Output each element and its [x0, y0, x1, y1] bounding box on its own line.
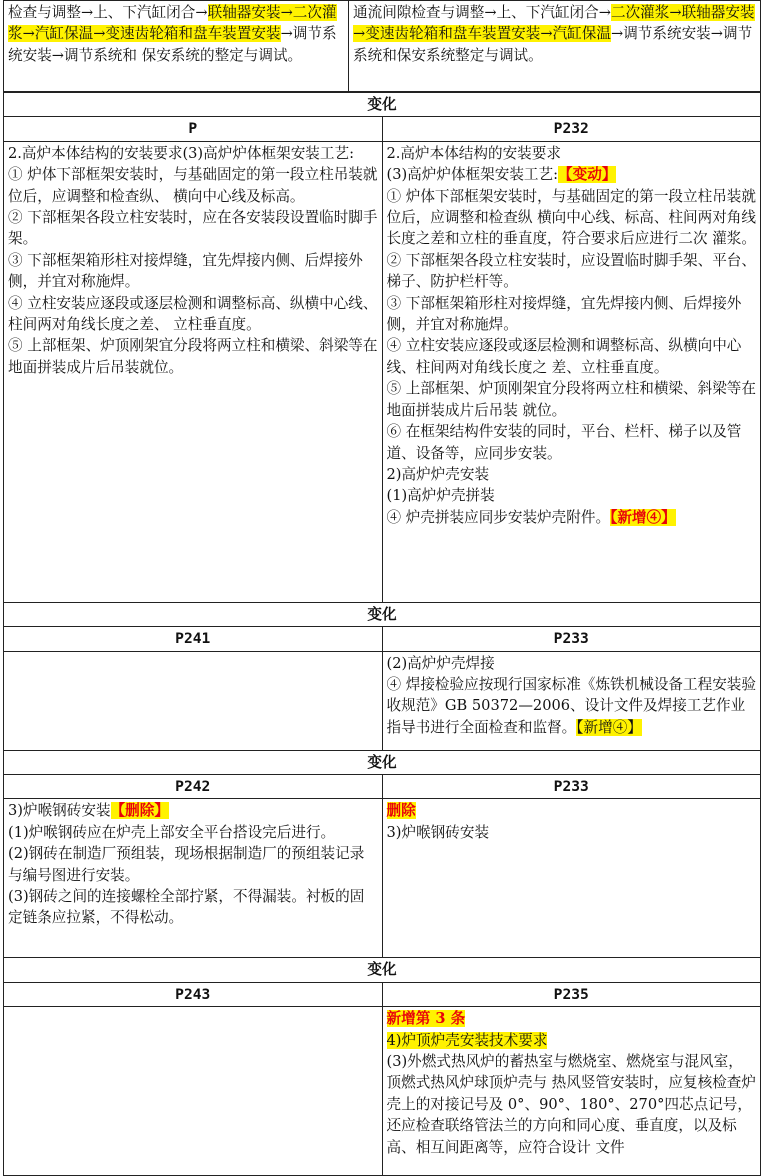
text-segment: ⑤ 上部框架、炉顶刚架宜分段将两立柱和横梁、斜梁等在地面拼装成片后吊装就位。: [8, 337, 378, 376]
content-line: [387, 822, 757, 843]
content-line: [387, 1030, 757, 1051]
text-segment: →调节系统安装→调节系统和保安系统整定与调试。: [353, 25, 753, 64]
change-band: 变化: [4, 602, 761, 626]
text-segment: 3)炉喉钢砖安装: [386, 823, 490, 841]
highlighted-text: 二次灌浆→联轴器安装→变速齿轮箱和盘车装置安装→汽缸保温: [353, 4, 755, 43]
text-segment: (3)高炉炉体框架安装工艺:: [386, 166, 559, 184]
content-line: [387, 335, 757, 378]
change-band-row: [4, 93, 761, 117]
change-tag: 【新增④】: [610, 508, 676, 526]
change-band: 变化: [4, 958, 761, 982]
page-number-row: [4, 117, 761, 141]
change-band: 变化: [4, 750, 761, 774]
change-band-row: [4, 602, 761, 626]
text-segment: (3)外燃式热风炉的蓄热室与燃烧室、燃烧室与混风室，顶燃式热风炉球顶炉壳与 热风竖管安装时，应复核检查炉壳上的对接记号及 0°、90°、180°、270°四芯点记号， 还应检查联络管法兰的方向和同心度、垂直度，以及标高、相互间距离等，应符合设计 文件: [386, 1053, 756, 1156]
text-segment: (2)钢砖在制造厂预组装，现场根据制造厂的预组装记录与编号图进行安装。: [8, 845, 365, 884]
old-content-cell: [4, 141, 383, 602]
new-page-number: P232: [382, 117, 761, 141]
text-segment: ⑥ 在框架结构件安装的同时，平台、栏杆、梯子以及管道、设备等，应同步安装。: [386, 423, 742, 462]
text-segment: 2.高炉本体结构的安装要求: [386, 144, 561, 162]
content-line: [387, 464, 757, 485]
content-row: [4, 141, 761, 602]
change-tag: 新增第 3 条: [386, 1010, 466, 1028]
old-page-number: P241: [4, 627, 383, 651]
content-line: [387, 1051, 757, 1158]
content-line: [8, 293, 378, 336]
old-content-cell: [4, 799, 383, 958]
text-segment: ④ 立柱安装应逐段或逐层检测和调整标高、纵横向中心线、柱间两对角线长度之 差、立柱垂直度。: [386, 337, 742, 376]
text-segment: ① 炉体下部框架安装时，与基础固定的第一段立柱吊装就位后，应调整和检查纵 横向中心线、标高、柱间两对角线长度之差和立柱的垂直度，符合要求后应进行二次 灌浆。: [386, 187, 756, 248]
old-page-number: P243: [4, 982, 383, 1006]
content-line: [387, 293, 757, 336]
content-line: [387, 421, 757, 464]
change-tag: 【删除】: [110, 802, 169, 820]
text-segment: ④ 立柱安装应逐段或逐层检测和调整标高、纵横中心线、柱间两对角线长度之差、 立柱垂直度。: [8, 294, 378, 334]
text-segment: ③ 下部框架箱形柱对接焊缝，宜先焊接内侧、后焊接外侧，并宜对称施焊。: [8, 251, 363, 291]
text-segment: ④ 焊接检验应按现行国家标准《炼铁机械设备工程安装验收规范》GB 50372—2006、设计文件及焊接工艺作业指导书进行全面检查和监督。: [386, 676, 756, 736]
text-segment: (3)钢砖之间的连接螺栓全部拧紧，不得漏装。衬板的固定链条应拉紧，不得松动。: [8, 888, 365, 927]
text-segment: ② 下部框架各段立柱安装时，应在各安装段设置临时脚手架。: [8, 209, 378, 248]
content-line: [8, 143, 378, 164]
sections-table: [3, 92, 761, 1176]
text-segment: 3)炉喉钢砖安装: [8, 802, 111, 820]
text-segment: ③ 下部框架箱形柱对接焊缝，宜先焊接内侧、后焊接外侧，并宜对称施焊。: [386, 294, 742, 334]
text-segment: (2)高炉炉壳焊接: [386, 654, 495, 672]
old-page-number: P242: [4, 775, 383, 799]
top-left-text: [8, 4, 337, 64]
content-line: [387, 250, 757, 293]
content-row: [4, 1007, 761, 1176]
new-page-number: P233: [382, 775, 761, 799]
text-segment: ④ 炉壳拼装应同步安装炉壳附件。: [386, 508, 611, 526]
content-line: [387, 485, 757, 506]
new-content-cell: [382, 141, 761, 602]
content-line: [8, 886, 378, 929]
highlighted-text: 4)炉顶炉壳安装技术要求: [386, 1031, 548, 1049]
text-segment: 2.高炉本体结构的安装要求(3)高炉炉体框架安装工艺:: [8, 144, 354, 162]
page-number-row: [4, 775, 761, 799]
highlighted-text: 联轴器安装→二次灌浆→汽缸保温→变速齿轮箱和盘车装置安装: [8, 4, 337, 43]
text-segment: ① 炉体下部框架安装时，与基础固定的第一段立柱吊装就位后，应调整和检查纵、 横向中心线及标高。: [8, 166, 378, 205]
page-number-row: [4, 627, 761, 651]
text-segment: 检查与调整→上、下汽缸闭合→: [8, 4, 208, 21]
change-tag: 【变动】: [558, 166, 617, 184]
old-content-cell: [4, 1007, 383, 1176]
top-right-cell: [349, 1, 761, 92]
old-content-cell: [4, 651, 383, 750]
content-line: [387, 653, 757, 674]
text-segment: (1)高炉炉壳拼装: [386, 487, 495, 505]
content-line: [8, 843, 378, 886]
page-number-row: [4, 982, 761, 1006]
new-page-number: P235: [382, 982, 761, 1006]
text-segment: (1)炉喉钢砖应在炉壳上部安全平台搭设完后进行。: [8, 823, 336, 841]
text-segment: 通流间隙检查与调整→上、下汽缸闭合→: [353, 4, 611, 21]
comparison-table: [3, 0, 761, 92]
change-tag: 删除: [386, 802, 416, 820]
content-row: [4, 799, 761, 958]
new-content-cell: [382, 799, 761, 958]
content-line: [387, 143, 757, 164]
change-band: 变化: [4, 93, 761, 117]
new-page-number: P233: [382, 627, 761, 651]
text-segment: ⑤ 上部框架、炉顶刚架宜分段将两立柱和横梁、斜梁等在地面拼装成片后吊装 就位。: [386, 380, 756, 419]
content-line: [8, 250, 378, 293]
content-line: [387, 800, 757, 821]
change-band-row: [4, 750, 761, 774]
top-right-text: [353, 4, 755, 64]
content-line: [387, 507, 757, 528]
new-content-cell: [382, 651, 761, 750]
content-line: [387, 164, 757, 185]
text-segment: 2)高炉炉壳安装: [386, 465, 490, 483]
top-row: [4, 1, 761, 92]
highlighted-text: 【新增④】: [576, 718, 642, 736]
content-row: [4, 651, 761, 750]
content-line: [387, 378, 757, 421]
content-line: [8, 822, 378, 843]
new-content-cell: [382, 1007, 761, 1176]
content-line: [8, 335, 378, 378]
content-line: [387, 186, 757, 250]
old-page-number: P: [4, 117, 383, 141]
content-line: [8, 800, 378, 821]
text-segment: →调节系统安装→调节系统和 保安系统的整定与调试。: [8, 25, 337, 64]
content-line: [8, 207, 378, 250]
content-line: [8, 164, 378, 207]
content-line: [387, 1008, 757, 1029]
top-left-cell: [4, 1, 349, 92]
change-band-row: [4, 958, 761, 982]
text-segment: ② 下部框架各段立柱安装时，应设置临时脚手架、平台、梯子、防护栏杆等。: [386, 251, 756, 291]
content-line: [387, 674, 757, 738]
